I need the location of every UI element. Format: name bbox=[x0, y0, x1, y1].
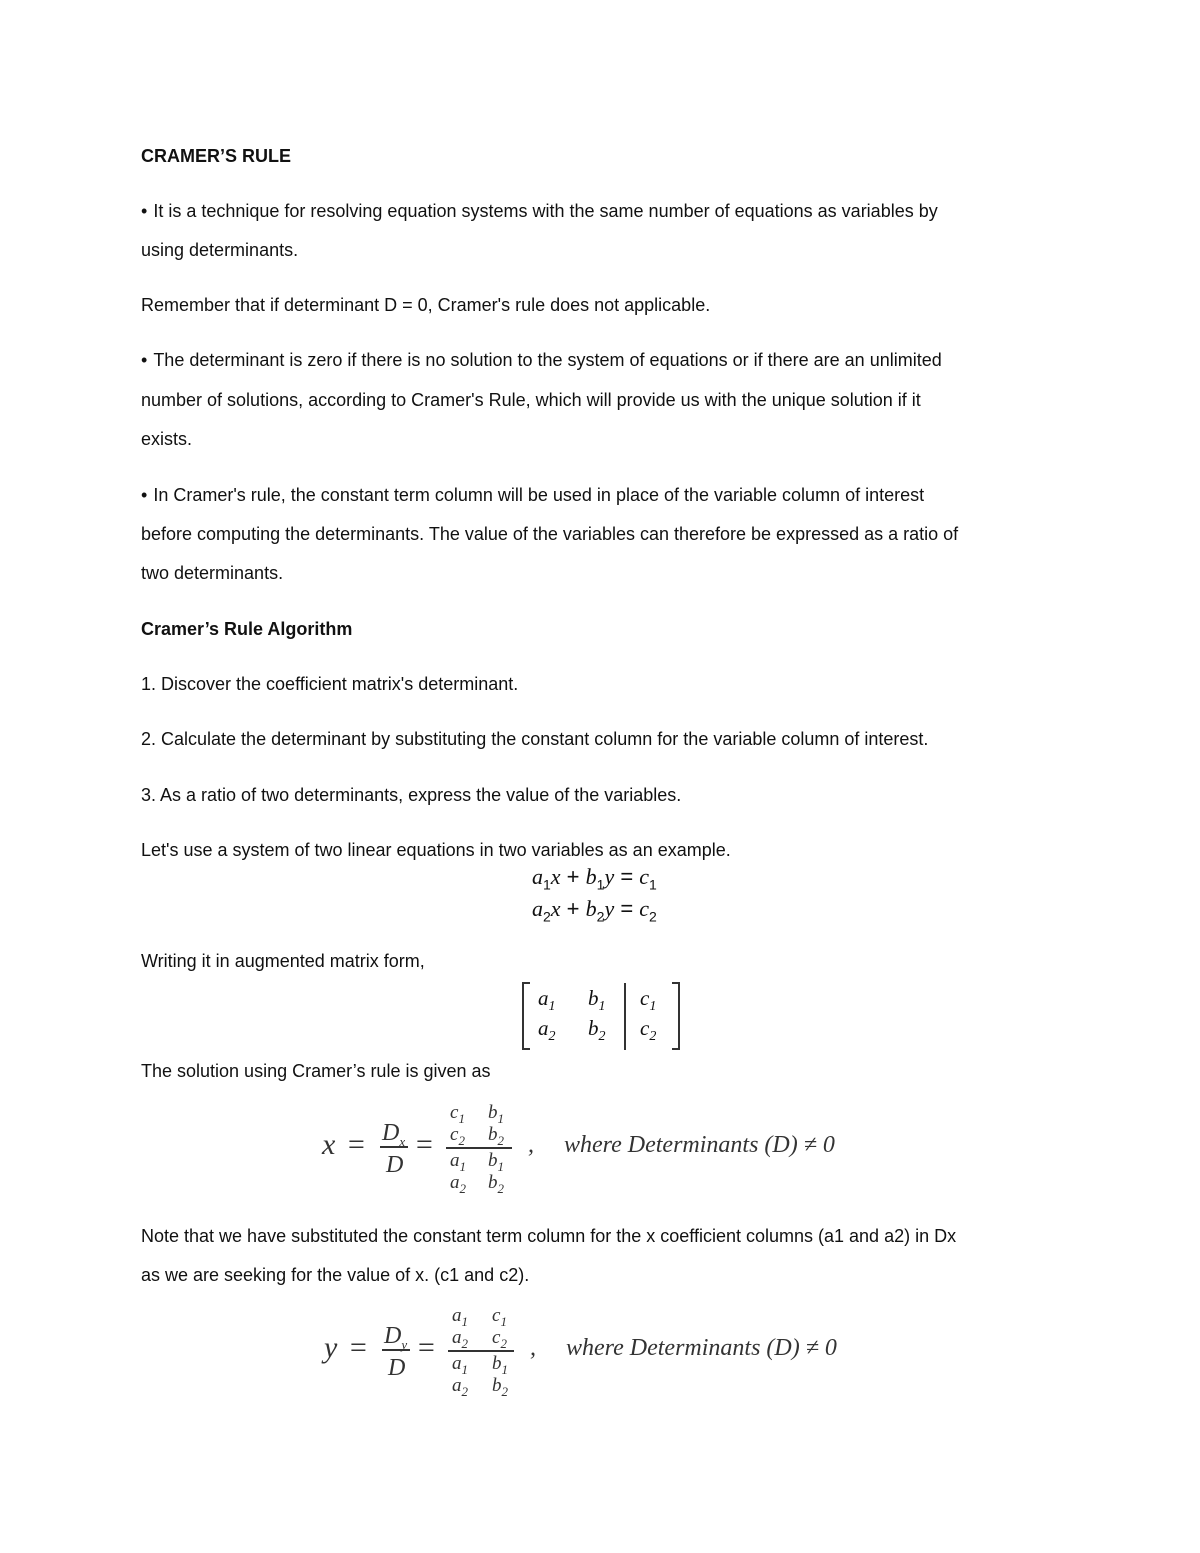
formula-x-equals-2: = bbox=[414, 1128, 435, 1161]
formula-x-dx: $D_x$ bbox=[382, 1120, 406, 1149]
formula-x-c1: $c_1$ bbox=[450, 1102, 465, 1126]
bullet-glyph: • bbox=[141, 201, 148, 221]
formula-x-d: D bbox=[386, 1152, 404, 1178]
formula-y-equals-1: = bbox=[348, 1331, 369, 1364]
formula-y-outer-bar bbox=[382, 1349, 410, 1351]
matrix-a1: $a_1$ bbox=[538, 986, 556, 1015]
formula-y bbox=[322, 1301, 902, 1401]
formula-y-equals-2: = bbox=[416, 1331, 437, 1364]
paragraph-3-line-3: exists. bbox=[141, 429, 193, 449]
formula-y-variable: y bbox=[324, 1331, 338, 1364]
formula-x-comma: , bbox=[528, 1132, 534, 1158]
formula-y-dy: $D_y$ bbox=[384, 1323, 408, 1352]
bullet-glyph: • bbox=[141, 485, 148, 505]
algorithm-step-3: 3. As a ratio of two determinants, express the value of the variables. bbox=[141, 785, 682, 805]
formula-y-inner-bar bbox=[448, 1350, 514, 1352]
formula-y-c2: $c_2$ bbox=[492, 1327, 507, 1351]
paragraph-1-line-2: using determinants. bbox=[141, 240, 299, 260]
formula-y-condition: where Determinants (D) ≠ 0 bbox=[566, 1335, 837, 1361]
matrix-b2: $b_2$ bbox=[588, 1016, 606, 1045]
paragraph-3-line-2: number of solutions, according to Cramer's Rule, which will provide us with the unique solution if it bbox=[141, 390, 921, 410]
formula-x-c2: $c_2$ bbox=[450, 1124, 465, 1148]
paragraph-1-line-1: • It is a technique for resolving equation systems with the same number of equations as variables by bbox=[141, 201, 938, 221]
example-intro: Let's use a system of two linear equations in two variables as an example. bbox=[141, 840, 731, 860]
formula-x-inner-bar bbox=[446, 1147, 512, 1149]
formula-x-condition: where Determinants (D) ≠ 0 bbox=[564, 1132, 835, 1158]
page-title: CRAMER’S RULE bbox=[141, 146, 292, 166]
formula-x-b1-bottom: $b_1$ bbox=[488, 1150, 504, 1174]
matrix-a2: $a_2$ bbox=[538, 1016, 556, 1045]
formula-x bbox=[320, 1098, 900, 1198]
formula-x-b1-top: $b_1$ bbox=[488, 1102, 504, 1126]
algorithm-step-1: 1. Discover the coefficient matrix's determinant. bbox=[141, 674, 519, 694]
augmented-matrix bbox=[520, 980, 685, 1052]
formula-y-b1: $b_1$ bbox=[492, 1353, 508, 1377]
formula-x-a2: $a_2$ bbox=[450, 1172, 466, 1196]
paragraph-4-line-1: • In Cramer's rule, the constant term column will be used in place of the variable column of interest bbox=[141, 485, 925, 505]
paragraph-4-line-2: before computing the determinants. The value of the variables can therefore be expressed as a ratio of bbox=[141, 524, 959, 544]
formula-y-comma: , bbox=[530, 1335, 536, 1361]
matrix-c1: $c_1$ bbox=[640, 986, 657, 1015]
formula-y-c1: $c_1$ bbox=[492, 1305, 507, 1329]
augmented-intro: Writing it in augmented matrix form, bbox=[141, 951, 425, 971]
bullet-glyph: • bbox=[141, 350, 148, 370]
formula-y-d: D bbox=[388, 1355, 406, 1381]
formula-x-b2-top: $b_2$ bbox=[488, 1124, 504, 1148]
formula-y-a2-top: $a_2$ bbox=[452, 1327, 468, 1351]
formula-y-a2-bottom: $a_2$ bbox=[452, 1375, 468, 1399]
formula-y-a1-bottom: $a_1$ bbox=[452, 1353, 468, 1377]
equation-1: $a_1x + b_1y = c_1$ bbox=[532, 864, 657, 893]
formula-y-a1-top: $a_1$ bbox=[452, 1305, 468, 1329]
solution-intro: The solution using Cramer’s rule is given as bbox=[141, 1061, 491, 1081]
formula-x-variable: x bbox=[322, 1128, 336, 1161]
note-line-1: Note that we have substituted the constant term column for the x coefficient columns (a1 and a2) in Dx bbox=[141, 1226, 957, 1246]
formula-y-b2: $b_2$ bbox=[492, 1375, 508, 1399]
note-line-2: as we are seeking for the value of x. (c1 and c2). bbox=[141, 1265, 530, 1285]
formula-x-equals-1: = bbox=[346, 1128, 367, 1161]
paragraph-3-line-1: • The determinant is zero if there is no solution to the system of equations or if there are an unlimited bbox=[141, 350, 942, 370]
formula-x-outer-bar bbox=[380, 1146, 408, 1148]
formula-x-a1: $a_1$ bbox=[450, 1150, 466, 1174]
formula-x-b2-bottom: $b_2$ bbox=[488, 1172, 504, 1196]
paragraph-4-line-3: two determinants. bbox=[141, 563, 284, 583]
matrix-b1: $b_1$ bbox=[588, 986, 606, 1015]
algorithm-heading: Cramer’s Rule Algorithm bbox=[141, 619, 353, 639]
paragraph-2: Remember that if determinant D = 0, Cramer's rule does not applicable. bbox=[141, 295, 711, 315]
equation-2: $a_2x + b_2y = c_2$ bbox=[532, 896, 657, 925]
matrix-c2: $c_2$ bbox=[640, 1016, 657, 1045]
algorithm-step-2: 2. Calculate the determinant by substituting the constant column for the variable column of interest. bbox=[141, 729, 929, 749]
